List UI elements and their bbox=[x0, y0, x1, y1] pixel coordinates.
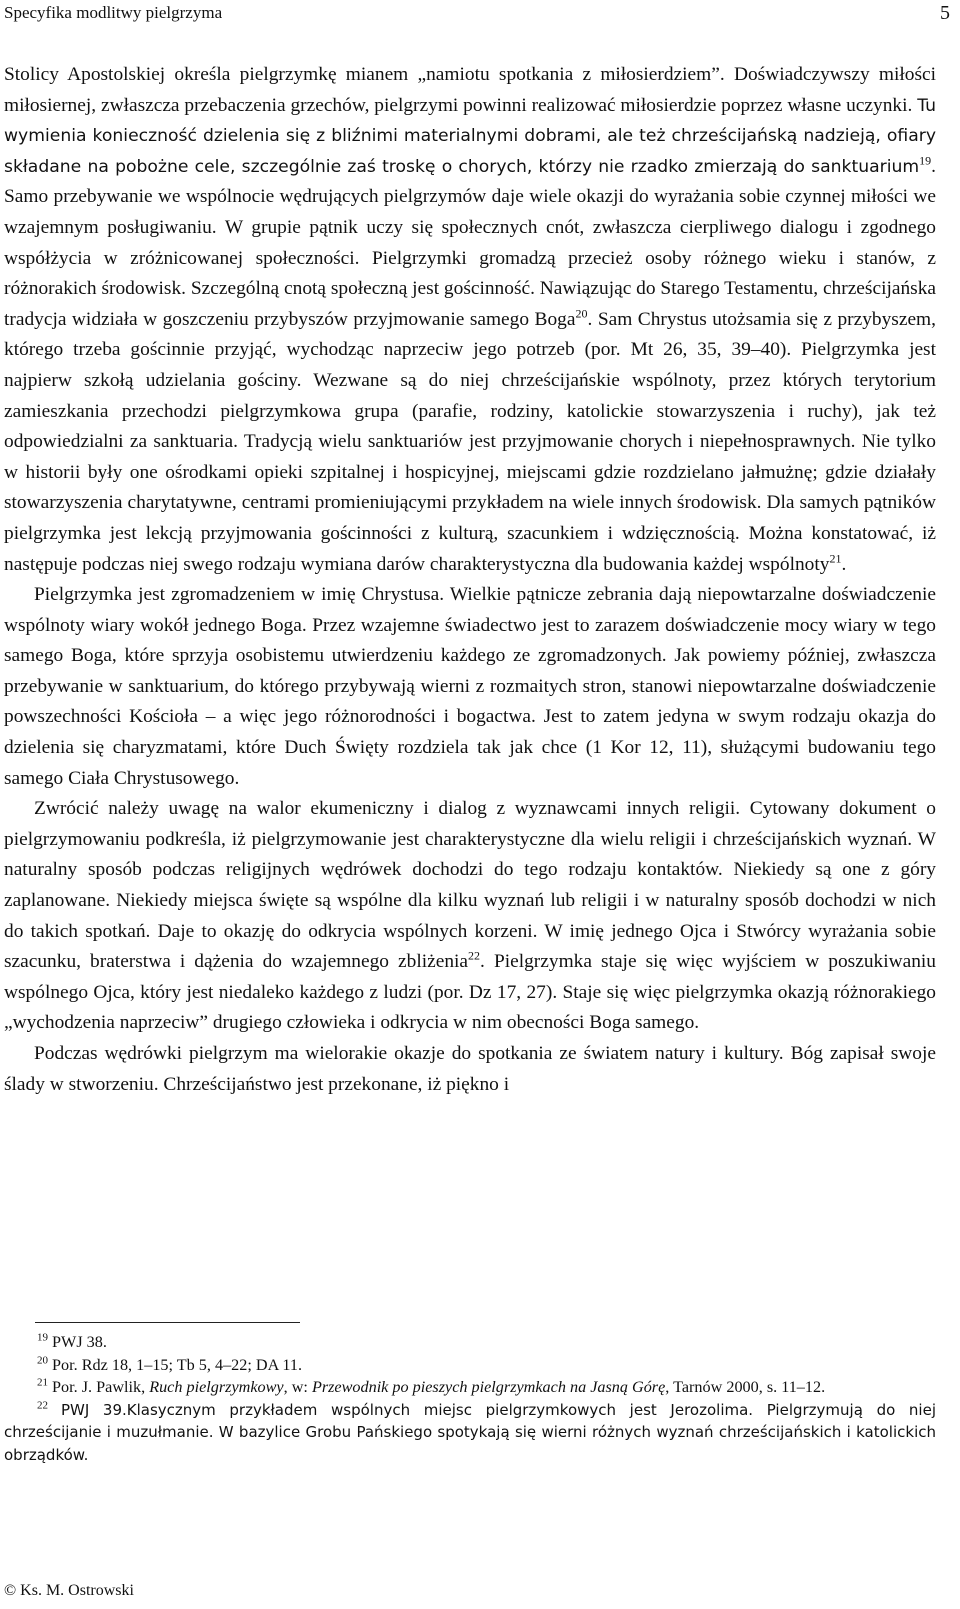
footnote-21-post: , Tarnów 2000, s. 11–12. bbox=[665, 1378, 826, 1396]
main-text bbox=[4, 60, 936, 1100]
paragraph-1-part-e: . bbox=[841, 553, 847, 575]
page-header bbox=[4, 0, 956, 26]
footnote-21 bbox=[4, 1376, 936, 1399]
footnote-21-number: 21 bbox=[37, 1376, 48, 1389]
paragraph-3-part-a: Zwrócić należy uwagę na walor ekumeniczny i dialog z wyznawcami innych religii. Cytowany dokument o pielgrzymowaniu podkreśla, iż pielgrzymowanie jest charakterystyczne dla wielu religii i chrześcijańskich wyznań. W naturalny sposób podczas religijnych wędrówek dochodzi do tego rodzaju kontaktów. Niekiedy są one z góry zaplanowane. Niekiedy miejsca święte są wspólne dla kilku wyznań lub religii i w naturalny sposób dochodzi w nich do takich spotkań. Daje to okazję do odkrycia wspólnych korzeni. W imię jednego Ojca i Stwórcy wyrażania sobie szacunku, braterstwa i dążenia do wzajemnego zbliżenia bbox=[4, 798, 936, 973]
page-number: 5 bbox=[940, 1, 950, 24]
footnote-22-text: PWJ 39.Klasycznym przykładem wspólnych miejsc pielgrzymkowych jest Jerozolima. Pielgrzymują do niej chrześcijanie i muzułmanie. W bazylice Grobu Pańskiego spotykają się wierni różnych wyznań chrześcijańskich i katolickich obrządków. bbox=[4, 1400, 936, 1464]
paragraph-2: Pielgrzymka jest zgromadzeniem w imię Chrystusa. Wielkie pątnicze zebrania dają niepowtarzalne doświadczenie wspólnoty wiary wokół jednego Boga. Przez wzajemne świadectwo jest to zarazem doświadczenie mocy wiary w tego samego Boga, które sprzyja osobistemu utwierdzeniu każdego ze zgromadzonych. Jak powiemy później, zwłaszcza przebywanie w sanktuarium, do którego przybywają wierni z rozmaitych stron, stanowi niepowtarzalne doświadczenie powszechności Kościoła – a więc jego różnorodności i bogactwa. Jest to zatem jedyna w swym rodzaju okazja do dzielenia się charyzmatami, które Duch Święty rozdziela tak jak chce (1 Kor 12, 11), służącymi budowaniu tego samego Ciała Chrystusowego. bbox=[4, 584, 936, 789]
paragraph-1 bbox=[4, 60, 936, 580]
footnote-19 bbox=[4, 1331, 936, 1354]
paragraph-1-part-b: Tu wymienia konieczność dzielenia się z bliźnimi materialnymi dobrami, ale też chrześcijańską nadzieją, ofiary składane na pobożne cele, szczególnie zaś troskę o chorych, którzy nie rzadko zmierzają do sanktuarium bbox=[4, 95, 936, 177]
footnote-separator bbox=[35, 1322, 300, 1323]
footnote-ref-19[interactable]: 19 bbox=[919, 153, 932, 168]
footnote-ref-20[interactable]: 20 bbox=[575, 306, 588, 321]
footnote-22-number: 22 bbox=[37, 1399, 48, 1412]
footnote-ref-21[interactable]: 21 bbox=[829, 551, 842, 566]
paragraph-4: Podczas wędrówki pielgrzym ma wielorakie okazje do spotkania ze światem natury i kultury. Bóg zapisał swoje ślady w stworzeniu. Chrześcijaństwo jest przekonane, iż piękno i bbox=[4, 1043, 936, 1095]
paragraph-3 bbox=[4, 794, 936, 1039]
footnote-20-text: Por. Rdz 18, 1–15; Tb 5, 4–22; DA 11. bbox=[52, 1355, 303, 1374]
page-footer: © Ks. M. Ostrowski bbox=[4, 1582, 134, 1599]
footnote-21-title-2: Przewodnik po pieszych pielgrzymkach na Jasną Górę bbox=[311, 1378, 666, 1396]
paragraph-3-part-b: . Pielgrzymka staje się więc wyjściem w poszukiwaniu wspólnego Ojca, który jest niedaleko każdego z ludzi (por. Dz 17, 27). Staje się więc pielgrzymka okazją różnorakiego „wychodzenia naprzeciw” drugiego człowieka i odkrycia w nim obecności Boga samego. bbox=[4, 951, 937, 1034]
footnote-22 bbox=[4, 1399, 936, 1467]
paragraph-1-part-a: Stolicy Apostolskiej określa pielgrzymkę mianem „namiotu spotkania z miłosierdziem”. Doświadczywszy miłości miłosiernej, zwłaszcza przebaczenia grzechów, pielgrzymi powinni realizować miłosierdzie poprzez własne uczynki. bbox=[4, 64, 936, 116]
running-title: Specyfika modlitwy pielgrzyma bbox=[4, 3, 223, 22]
footnote-20 bbox=[4, 1354, 936, 1377]
footnote-19-number: 19 bbox=[37, 1331, 48, 1344]
footnote-21-pre: Por. J. Pawlik, bbox=[52, 1378, 150, 1396]
footnote-20-number: 20 bbox=[37, 1354, 48, 1367]
paragraph-1-part-c: . Samo przebywanie we wspólnocie wędrujących pielgrzymów daje wiele okazji do wyrażania sobie czynnej miłości we wzajemnym posługiwaniu. W grupie pątnik uczy się społecznych cnót, zwłaszcza cierpliwego dialogu i zgodnego współżycia w zróżnicowanej społeczności. Pielgrzymki gromadzą przecież osoby różnego wieku i stanów, z różnorakich środowisk. Szczególną cnotą społeczną jest gościnność. Nawiązując do Starego Testamentu, chrześcijańska tradycja widziała w goszczeniu przybyszów przyjmowanie samego Boga bbox=[4, 155, 936, 330]
footnote-21-mid: , w: bbox=[283, 1378, 312, 1396]
paragraph-1-part-d: . Sam Chrystus utożsamia się z przybyszem, którego trzeba gościnnie przyjąć, wychodząc naprzeciw jego potrzeb (por. Mt 26, 35, 39–40). Pielgrzymka jest najpierw szkołą udzielania gościny. Wezwane są do niej chrześcijańskie wspólnoty, przez których terytorium zamieszkania przechodzi pielgrzymkowa grupa (parafie, rodziny, katolickie stowarzyszenia i ruchy), jak też odpowiedzialni za sanktuaria. Tradycją wielu sanktuariów jest przyjmowanie chorych i niepełnosprawnych. Nie tylko w historii były one ośrodkami opieki szpitalnej i hospicyjnej, miejscami gdzie rozdzielano jałmużnę; gdzie działały stowarzyszenia charytatywne, centrami promieniującymi przykładem na wiele innych środowisk. Dla samych pątników pielgrzymka jest lekcją przyjmowania gościnności z kulturą, szacunkiem i wdzięcznością. Można konstatować, iż następuje podczas niej swego rodzaju wymiana darów charakterystyczna dla budowania każdej wspólnoty bbox=[4, 308, 936, 575]
footnote-19-text: PWJ 38. bbox=[52, 1333, 107, 1351]
footnote-21-title-1: Ruch pielgrzymkowy bbox=[149, 1378, 284, 1396]
footnotes bbox=[4, 1331, 936, 1466]
footnote-ref-22[interactable]: 22 bbox=[468, 948, 481, 963]
